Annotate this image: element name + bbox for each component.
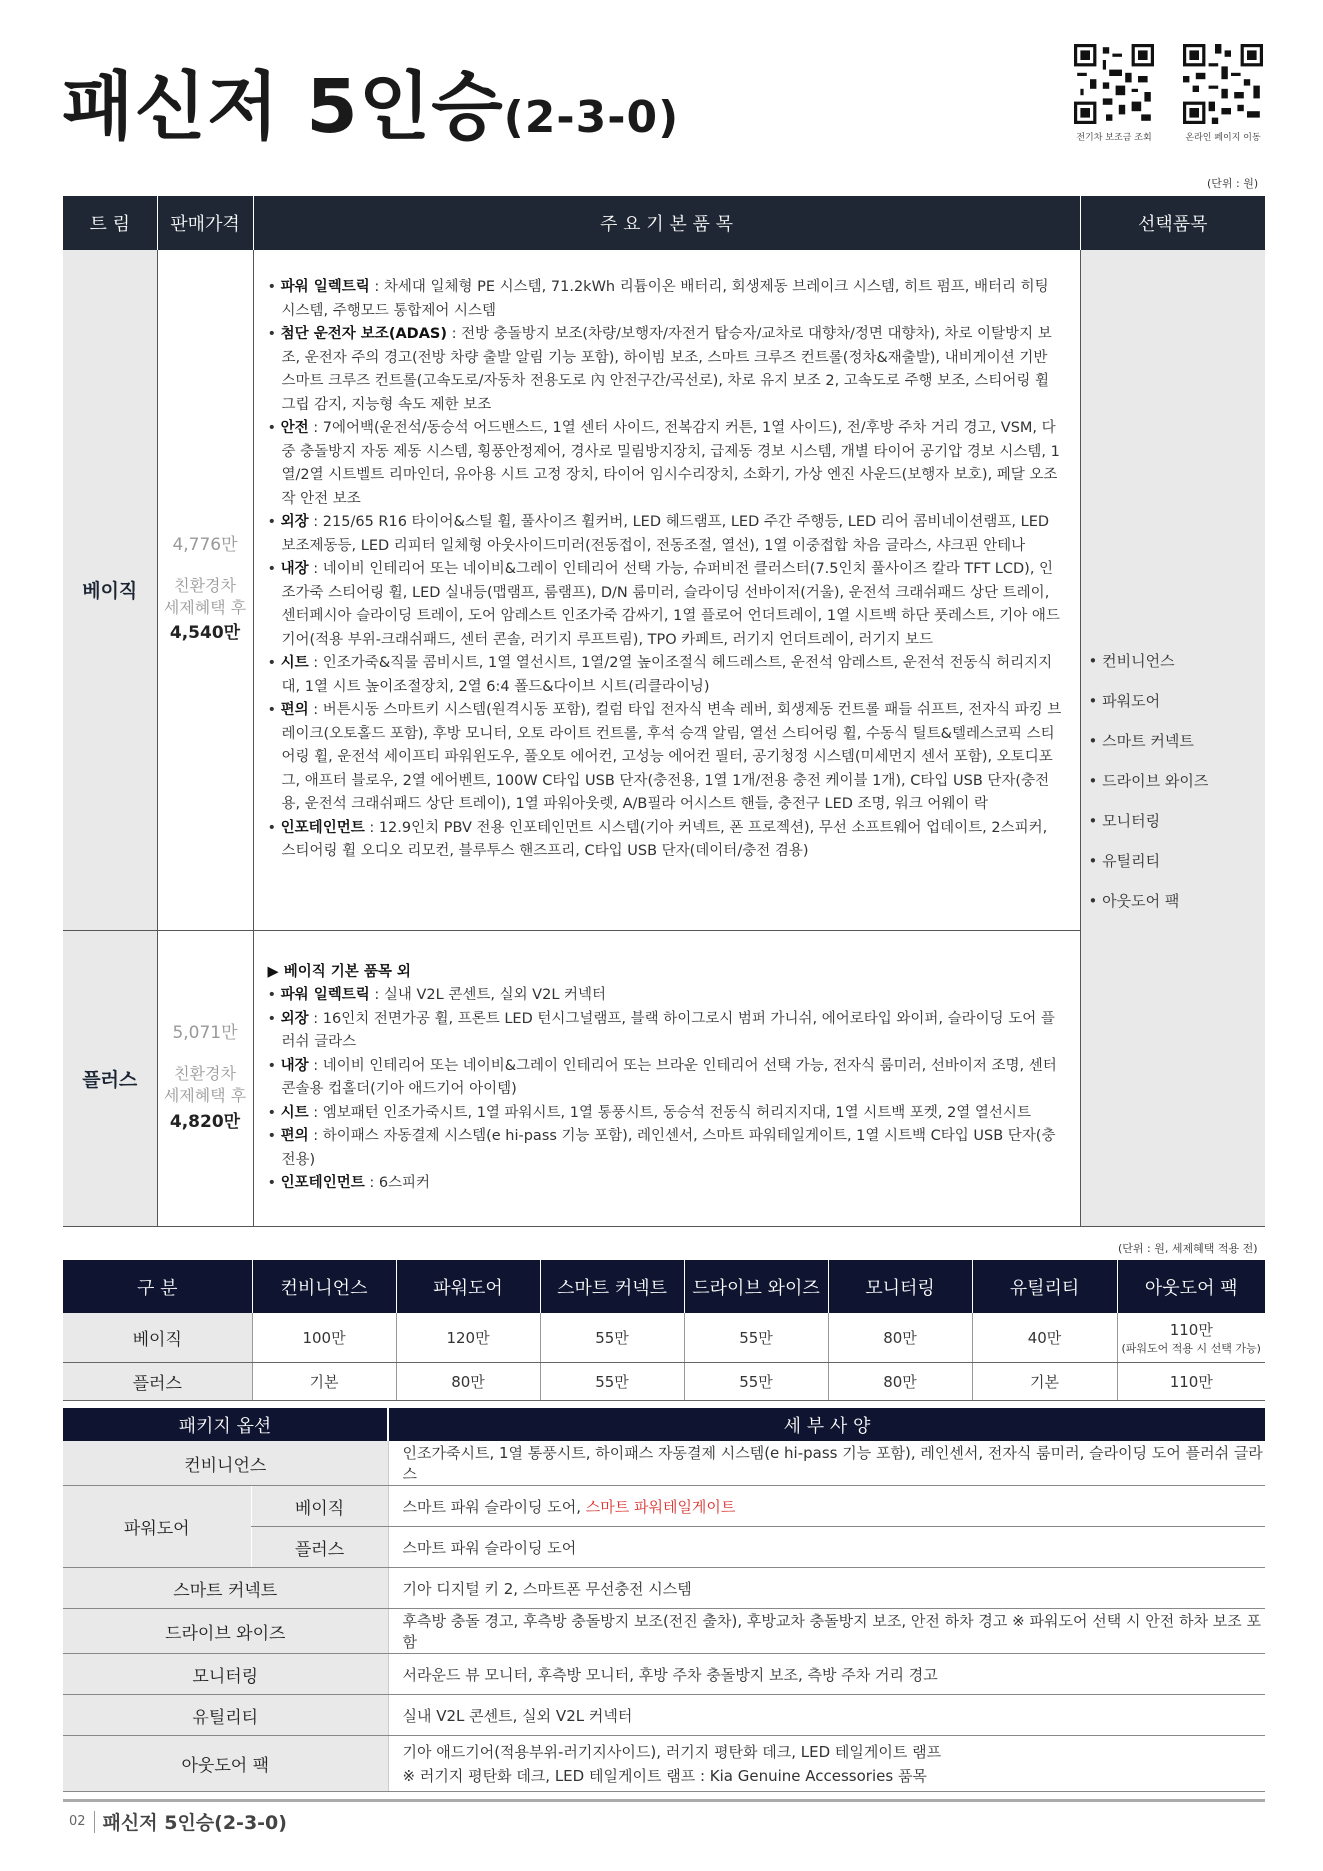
qr-caption: 전기차 보조금 조회 <box>1076 133 1152 143</box>
col-header: 세 부 사 양 <box>388 1408 1265 1441</box>
package-desc: 스마트 파워 슬라이딩 도어, 스마트 파워테일게이트 <box>388 1486 1265 1527</box>
trim-name: 베이직 <box>63 250 157 930</box>
price-value: 80만 <box>828 1313 972 1362</box>
package-name: 컨비니언스 <box>63 1441 388 1486</box>
package-table <box>63 1408 1265 1792</box>
plus-items <box>253 930 1080 1226</box>
package-name: 드라이브 와이즈 <box>63 1609 388 1654</box>
title-main: 패신저 5인승 <box>62 64 504 150</box>
option-item: • 컨비니언스 <box>1088 652 1175 670</box>
col-header: 파워도어 <box>396 1260 540 1313</box>
price-original: 5,071만 <box>172 1023 238 1044</box>
table-row <box>63 1486 1265 1527</box>
col-header: 아웃도어 팩 <box>1117 1260 1265 1313</box>
list-item: • 외장 : 215/65 R16 타이어&스틸 휠, 풀사이즈 휠커버, LED 헤드램프, LED 주간 주행등, LED 리어 콤비네이션램프, LED 보조제동등, LED 리피터 일체형 아웃사이드미러(전동접이, 전동조절, 열선), 1열 이중접합 차음 글라스, 샤크핀 안테나 <box>267 514 1050 554</box>
page-number: 02 <box>69 1814 86 1829</box>
price-benefit-line: 세제혜택 후 <box>163 597 247 617</box>
package-trim: 베이직 <box>251 1486 388 1527</box>
row-header: 베이직 <box>63 1313 252 1362</box>
unit-note: (단위 : 원, 세제혜택 적용 전) <box>1118 1242 1258 1255</box>
table-row <box>63 1654 1265 1695</box>
unit-note: (단위 : 원) <box>1207 177 1259 190</box>
table-row <box>63 1568 1265 1609</box>
price-value: 55만 <box>684 1313 828 1362</box>
package-desc: 기아 디지털 키 2, 스마트폰 무선충전 시스템 <box>388 1568 1265 1609</box>
list-item: • 외장 : 16인치 전면가공 휠, 프론트 LED 턴시그널램프, 블랙 하이그로시 범퍼 가니쉬, 에어로타입 와이퍼, 슬라이딩 도어 플러쉬 글라스 <box>267 1010 1055 1050</box>
list-item: • 편의 : 버튼시동 스마트키 시스템(원격시동 포함), 컬럼 타입 전자식 변속 레버, 회생제동 컨트롤 패들 쉬프트, 전자식 파킹 브레이크(오토홀드 포함), 후방 모니터, 오토 라이트 컨트롤, 후석 승객 알림, 열선 스티어링 휠, 수동식 틸트&텔레스코픽 스티어링 휠, 운전석 세이프티 파워윈도우, 풀오토 에어컨, 고성능 에어컨 필터, 공기청정 시스템(미세먼지 센서 포함), 오토디포그, 애프터 블로우, 2열 에어벤트, 100W C타입 USB 단자(충전용, 1열 1개/전용 충전 케이블 1개), C타입 USB 단자(충전용, 운전석 크래쉬패드 상단 트레이), 1열 파워아웃렛, A/B필라 어시스트 핸들, 충전구 LED 조명, 워크 어웨이 락 <box>267 702 1062 812</box>
package-desc: 서라운드 뷰 모니터, 후측방 모니터, 후방 주차 충돌방지 보조, 측방 주차 거리 경고 <box>388 1654 1265 1695</box>
table-row <box>63 250 1265 930</box>
basic-items <box>253 250 1080 930</box>
package-desc: 실내 V2L 콘센트, 실외 V2L 커넥터 <box>388 1695 1265 1736</box>
header-trim: 트 림 <box>63 196 157 250</box>
price-benefit-line: 친환경차 <box>174 1064 236 1084</box>
header-items: 주 요 기 본 품 목 <box>253 196 1080 250</box>
page-title <box>62 48 679 154</box>
price-final: 4,540만 <box>169 623 241 644</box>
price-value: 120만 <box>396 1313 540 1362</box>
price-value: 100만 <box>252 1313 396 1362</box>
col-header: 스마트 커넥트 <box>540 1260 684 1313</box>
table-row <box>63 1736 1265 1792</box>
table-row <box>63 1441 1265 1486</box>
option-price-table <box>63 1260 1265 1401</box>
list-item: • 첨단 운전자 보조(ADAS) : 전방 충돌방지 보조(차량/보행자/자전거 탑승자/교차로 대향차/정면 대향차), 차로 이탈방지 보조, 운전자 주의 경고(전방 차량 출발 알림 기능 포함), 하이빔 보조, 스마트 크루즈 컨트롤(정차&재출발), 내비게이션 기반 스마트 크루즈 컨트롤(고속도로/자동차 전용도로 內 안전구간/곡선로), 차로 유지 보조 2, 고속도로 주행 보조, 스티어링 휠 그립 감지, 지능형 속도 제한 보조 <box>267 326 1052 413</box>
price-cell <box>1117 1313 1265 1362</box>
qr-subsidy[interactable] <box>1074 44 1154 143</box>
price-cell <box>157 930 253 1226</box>
options-cell <box>1080 250 1265 1226</box>
trim-name: 플러스 <box>63 930 157 1226</box>
option-item: • 유틸리티 <box>1088 852 1161 870</box>
list-item: • 시트 : 엠보패턴 인조가죽시트, 1열 파워시트, 1열 통풍시트, 동승석 전동식 허리지지대, 1열 시트백 포켓, 2열 열선시트 <box>267 1104 1031 1121</box>
col-header: 컨비니언스 <box>252 1260 396 1313</box>
list-item: • 인포테인먼트 : 6스피커 <box>267 1175 431 1191</box>
price-value: 110만 <box>1117 1362 1265 1400</box>
package-name: 파워도어 <box>63 1486 251 1568</box>
price-final: 4,820만 <box>169 1111 241 1132</box>
list-item: • 내장 : 네이비 인테리어 또는 네이비&그레이 인테리어 선택 가능, 슈퍼비전 클러스터(7.5인치 풀사이즈 칼라 TFT LCD), 인조가죽 스티어링 휠, LED 실내등(맵램프, 룸램프), D/N 룸미러, 슬라이딩 선바이저(거울), 운전석 크래쉬패드 상단 트레이, 센터페시아 슬라이딩 트레이, 도어 암레스트 인조가죽 감싸기, 1열 플로어 언더트레이, 1열 시트백 하단 풋레스트, 기아 애드기어(적용 부위-크래쉬패드, 센터 콘솔, 러기지 루프트림), TPO 카페트, 러기지 언더트레이, 러기지 보드 <box>267 561 1060 648</box>
price-note: (파워도어 적용 시 선택 가능) <box>1121 1341 1261 1355</box>
price-value: 기본 <box>972 1362 1117 1400</box>
package-name: 모니터링 <box>63 1654 388 1695</box>
package-trim: 플러스 <box>251 1527 388 1568</box>
package-desc: 기아 애드기어(적용부위-러기지사이드), 러기지 평탄화 데크, LED 테일게이트 램프 ※ 러기지 평탄화 데크, LED 테일게이트 램프 : Kia Genuine Accessories 품목 <box>388 1736 1265 1792</box>
option-item: • 파워도어 <box>1088 692 1161 710</box>
header-options: 선택품목 <box>1080 196 1265 250</box>
price-value: 기본 <box>252 1362 396 1400</box>
price-value: 80만 <box>396 1362 540 1400</box>
col-header: 드라이브 와이즈 <box>684 1260 828 1313</box>
highlight-text: 스마트 파워테일게이트 <box>585 1497 736 1516</box>
footer-divider <box>63 1799 1265 1802</box>
list-item: • 안전 : 7에어백(운전석/동승석 어드밴스드, 1열 센터 사이드, 전복감지 커튼, 1열 사이드), 전/후방 주차 거리 경고, VSM, 다중 충돌방지 자동 제동 시스템, 횡풍안정제어, 경사로 밀림방지장치, 급제동 경보 시스템, 개별 타이어 공기압 경보 시스템, 1열/2열 시트벨트 리마인더, 유아용 시트 고정 장치, 타이어 임시수리장치, 소화기, 가상 엔진 사운드(보행자 보호), 페달 오조작 안전 보조 <box>267 420 1060 507</box>
price-cell <box>157 250 253 930</box>
option-item: • 드라이브 와이즈 <box>1088 772 1209 790</box>
option-item: • 모니터링 <box>1088 812 1161 830</box>
price-benefit-line: 친환경차 <box>174 576 236 596</box>
package-desc: 스마트 파워 슬라이딩 도어 <box>388 1527 1265 1568</box>
list-item: • 시트 : 인조가죽&직물 콤비시트, 1열 열선시트, 1열/2열 높이조절식 헤드레스트, 운전석 암레스트, 운전석 전동식 허리지지대, 1열 시트 높이조절장치, 2열 6:4 폴드&다이브 시트(리클라이닝) <box>267 655 1053 695</box>
list-item: • 파워 일렉트릭 : 차세대 일체형 PE 시스템, 71.2kWh 리튬이온 배터리, 회생제동 브레이크 시스템, 히트 펌프, 배터리 히팅 시스템, 주행모드 통합제어 시스템 <box>267 279 1049 319</box>
list-heading: ▶ 베이직 기본 품목 외 <box>267 963 411 980</box>
qr-caption: 온라인 페이지 이동 <box>1185 133 1261 143</box>
qr-code-icon <box>1074 44 1154 124</box>
title-sub: (2-3-0) <box>503 92 680 143</box>
price-value: 80만 <box>828 1362 972 1400</box>
table-row <box>63 1362 1265 1400</box>
spec-table <box>63 196 1265 1227</box>
price-value: 110만 <box>1169 1320 1213 1339</box>
table-row <box>63 1609 1265 1654</box>
footer <box>69 1808 287 1835</box>
qr-code-icon <box>1183 44 1263 124</box>
list-item: • 인포테인먼트 : 12.9인치 PBV 전용 인포테인먼트 시스템(기아 커넥트, 폰 프로젝션), 무선 소프트웨어 업데이트, 2스피커, 스티어링 휠 오디오 리모컨, 블루투스 핸즈프리, C타입 USB 단자(데이터/충전 겸용) <box>267 819 1048 859</box>
footer-title: 패신저 5인승(2-3-0) <box>102 1812 287 1834</box>
col-header: 유틸리티 <box>972 1260 1117 1313</box>
price-value: 55만 <box>540 1313 684 1362</box>
price-value: 40만 <box>972 1313 1117 1362</box>
option-item: • 아웃도어 팩 <box>1088 892 1180 910</box>
qr-online[interactable] <box>1183 44 1263 143</box>
package-desc: 인조가죽시트, 1열 통풍시트, 하이패스 자동결제 시스템(e hi-pass 기능 포함), 레인센서, 전자식 룸미러, 슬라이딩 도어 플러쉬 글라스 <box>388 1441 1265 1486</box>
option-item: • 스마트 커넥트 <box>1088 732 1194 750</box>
price-benefit-line: 세제혜택 후 <box>163 1086 247 1105</box>
price-original: 4,776만 <box>172 535 238 556</box>
col-header: 모니터링 <box>828 1260 972 1313</box>
package-name: 스마트 커넥트 <box>63 1568 388 1609</box>
table-row <box>63 1313 1265 1362</box>
price-value: 55만 <box>684 1362 828 1400</box>
package-name: 아웃도어 팩 <box>63 1736 388 1792</box>
package-name: 유틸리티 <box>63 1695 388 1736</box>
table-row <box>63 1695 1265 1736</box>
list-item: • 내장 : 네이비 인테리어 또는 네이비&그레이 인테리어 또는 브라운 인테리어 선택 가능, 전자식 룸미러, 선바이저 조명, 센터콘솔용 컵홀더(기아 애드기어 아이템) <box>267 1057 1057 1097</box>
list-item: • 파워 일렉트릭 : 실내 V2L 콘센트, 실외 V2L 커넥터 <box>267 987 607 1003</box>
row-header: 플러스 <box>63 1362 252 1400</box>
header-price: 판매가격 <box>157 196 253 250</box>
col-header: 패키지 옵션 <box>63 1408 388 1441</box>
col-header: 구 분 <box>63 1260 252 1313</box>
package-desc: 후측방 충돌 경고, 후측방 충돌방지 보조(전진 출차), 후방교차 충돌방지 보조, 안전 하차 경고 ※ 파워도어 선택 시 안전 하차 보조 포함 <box>388 1609 1265 1654</box>
price-value: 55만 <box>540 1362 684 1400</box>
list-item: • 편의 : 하이패스 자동결제 시스템(e hi-pass 기능 포함), 레인센서, 스마트 파워테일게이트, 1열 시트백 C타입 USB 단자(충전용) <box>267 1128 1056 1168</box>
